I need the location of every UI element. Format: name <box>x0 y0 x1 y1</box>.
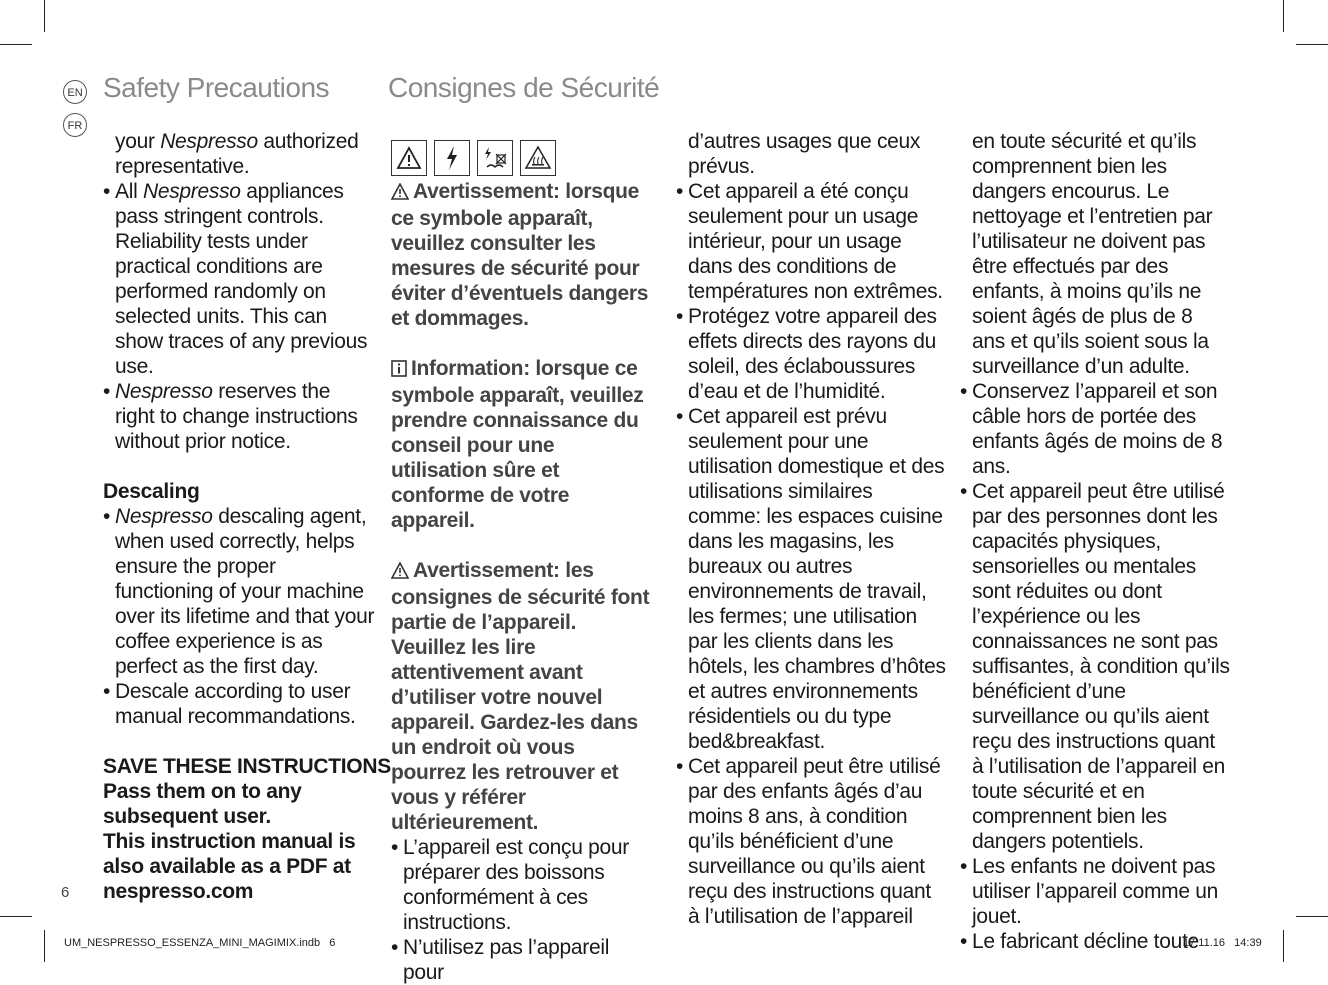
continued-paragraph: d’autres usages que ceux prévus. <box>688 130 921 178</box>
pass-on-note: Pass them on to any subsequent user. <box>103 780 302 828</box>
text: Avertissement: les consignes de sécurité font partie de l’appareil. Veuillez les lire attentivement avant d’utiliser votre nouvel appareil. Gardez-les dans un endroit où vous pourrez les retrouver et vous y référer ultérieurement. <box>391 559 650 834</box>
list-item: • N’utilisez pas l’appareil pour <box>391 935 653 985</box>
page-number: 6 <box>61 884 70 901</box>
list-item: • Cet appareil peut être utilisé par des enfants âgés d’au moins 8 ans, à condition qu’ils bénéficient d’une surveillance ou qu’ils aient reçu des instructions quant à l’utilisation de l’appareil <box>676 754 946 929</box>
info-note <box>391 356 653 533</box>
bullet-list <box>676 179 946 929</box>
text: Avertissement: lorsque ce symbole apparaît, veuillez consulter les mesures de sécurité pour éviter d’éventuels dangers et dommages. <box>391 180 649 330</box>
column-fr-1 <box>391 129 653 985</box>
brand-name: Nespresso <box>160 130 258 153</box>
text: descaling agent, when used correctly, helps ensure the proper functioning of your machine over its lifetime and that your coffee experience is as perfect as the first day. <box>115 505 375 678</box>
crop-mark <box>44 0 45 32</box>
crop-mark <box>0 916 32 917</box>
info-icon <box>391 358 407 383</box>
text: appliances pass stringent controls. Reliability tests under practical conditions are performed randomly on selected units. This can show traces of any previous use. <box>115 180 368 378</box>
bullet-list <box>391 835 653 985</box>
brand-name: Nespresso <box>115 380 213 403</box>
text: Information: lorsque ce symbole apparaît, veuillez prendre connaissance du conseil pour une utilisation sûre et conforme de votre appareil. <box>391 357 644 532</box>
crop-mark <box>0 44 32 45</box>
warning-triangle-icon <box>391 560 409 585</box>
lang-badge-fr: FR <box>63 113 87 137</box>
list-item: • Protégez votre appareil des effets directs des rayons du soleil, des éclaboussures d’eau et de l’humidité. <box>676 304 946 404</box>
water-hazard-icon <box>477 140 513 176</box>
brand-name: Nespresso <box>142 180 241 203</box>
text: reserves the right to change instructions without prior notice. <box>115 380 358 453</box>
text: authorized representative. <box>115 130 359 178</box>
crop-mark <box>1283 0 1284 32</box>
lang-badge-en: EN <box>63 80 87 104</box>
brand-name: Nespresso <box>115 505 213 528</box>
hot-surface-icon <box>520 140 556 176</box>
list-item: • Cet appareil a été conçu seulement pour un usage intérieur, pour un usage dans des conditions de températures non extrêmes. <box>676 179 946 304</box>
footer-date: 17.11.16 14:39 <box>1183 937 1262 949</box>
list-item: • Le fabricant décline toute <box>960 929 1230 954</box>
text: your <box>115 130 161 153</box>
continued-paragraph <box>103 129 375 179</box>
crop-mark <box>1296 916 1328 917</box>
list-item: • Conservez l’appareil et son câble hors de portée des enfants âgés de moins de 8 ans. <box>960 379 1230 479</box>
save-instructions: SAVE THESE INSTRUCTIONS <box>103 755 391 778</box>
column-fr-3 <box>960 129 1230 954</box>
text: All <box>115 180 143 203</box>
list-item: • Cet appareil peut être utilisé par des personnes dont les capacités physiques, sensorielles ou mentales sont réduites ou dont l’expérience ou les connaissances ne sont pas suffisantes, à condition qu’ils bénéficient d’une surveillance ou qu’ils aient reçu des instructions quant à l’utilisation de l’appareil en toute sécurité et en comprennent bien les dangers potentiels. <box>960 479 1230 854</box>
list-item <box>103 504 375 679</box>
list-item <box>103 179 375 379</box>
list-item: • L’appareil est conçu pour préparer des boissons conformément à ces instructions. <box>391 835 653 935</box>
column-en <box>103 129 391 904</box>
list-item <box>103 679 375 729</box>
bullet-list <box>960 379 1230 954</box>
crop-mark <box>44 930 45 962</box>
bullet-list <box>103 179 375 454</box>
crop-mark <box>1283 930 1284 962</box>
list-item: • Cet appareil est prévu seulement pour une utilisation domestique et des utilisations similaires comme: les espaces cuisine dans les magasins, les bureaux ou autres environnements de travail, les fermes; une utilisation par les clients dans les hôtels, les chambres d’hôtes et autres environnements résidentiels ou du type bed&breakfast. <box>676 404 946 754</box>
crop-mark <box>1296 44 1328 45</box>
list-item <box>103 379 375 454</box>
text: Descale according to user manual recommandations. <box>115 680 356 728</box>
warning-note-2 <box>391 558 653 835</box>
list-item: • Les enfants ne doivent pas utiliser l’appareil comme un jouet. <box>960 854 1230 929</box>
column-fr-2 <box>676 129 946 929</box>
electric-hazard-icon <box>434 140 470 176</box>
pdf-note: This instruction manual is also available as a PDF at nespresso.com <box>103 830 356 903</box>
warning-note-1 <box>391 179 653 331</box>
title-en: Safety Precautions <box>103 72 330 103</box>
warning-triangle-icon <box>391 140 427 176</box>
safety-icons <box>391 140 653 176</box>
title-fr: Consignes de Sécurité <box>388 72 660 103</box>
descaling-heading: Descaling <box>103 480 200 503</box>
warning-triangle-icon <box>391 181 409 206</box>
bullet-list <box>103 504 375 729</box>
continued-paragraph: en toute sécurité et qu’ils comprennent bien les dangers encourus. Le nettoyage et l’entretien par l’utilisateur ne doivent pas être effectués par des enfants, à moins qu’ils ne soient âgés de plus de 8 ans et qu’ils soient sous la surveillance d’un adulte. <box>972 130 1213 378</box>
footer-file-info: UM_NESPRESSO_ESSENZA_MINI_MAGIMIX.indb 6 <box>64 937 336 949</box>
